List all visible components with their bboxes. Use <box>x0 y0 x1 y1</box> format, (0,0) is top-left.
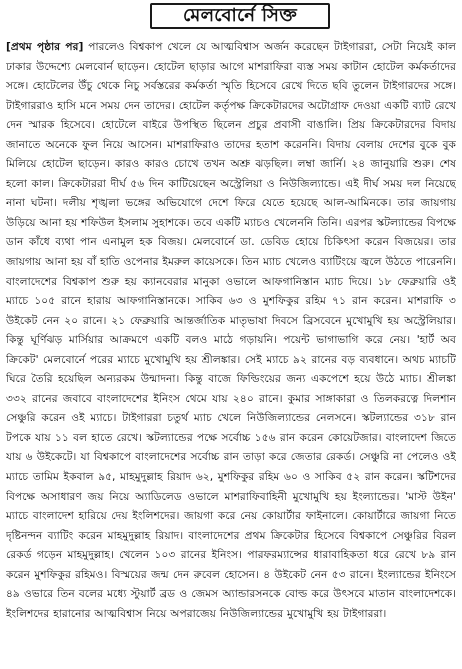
headline: মেলবোর্নে সিক্ত <box>182 5 298 26</box>
article-text: পারলেও বিশ্বকাপ খেলে যে আত্মবিশ্বাস অর্জন করেছেন টাইগাররা, সেটা নিয়েই কাল ঢাকার উদ্দেশ্যে মেলবোর্ন ছাড়েন। হোটেল ছাড়ার আগে মাশরাফিরা ব্যস্ত সময় কাটান হোটেল কর্মকর্তাদের সঙ্গে। হোটেলের উঁচু থেকে নিচু সর্বস্তরের কর্মকর্তা স্মৃতি হিসেবে রেখে দিতে ছবি তুলেন টাইগারদের সঙ্গে। টাইগাররাও হাসি মনে সময় দেন তাদের। হোটেল কর্তৃপক্ষ ক্রিকেটারদের অটোগ্রাফ দেওয়া একটি ব্যাট রেখে দেন স্মারক হিসেবে। হোটেলে বাইরে উপস্থিত ছিলেন প্রচুর প্রবাসী বাঙালি। প্রিয় ক্রিকেটারদের বিদায় জানাতে অনেকে ফুল নিয়ে আসেন। মাশরাফিরাও তাদের হতাশ করেননি। বিদায় বেলায় দেশের বুকে বুক মিলিয়ে হোটেল ছাড়েন। কারও কারও চোখে তখন অশ্রু ঝড়ছিল। লম্বা জার্নি। ২৪ জানুয়ারি শুরু। শেষ হলো কাল। ক্রিকেটাররা দীর্ঘ ৫৬ দিন কাটিয়েছেন অস্ট্রেলিয়া ও নিউজিল্যান্ডে। এই দীর্ঘ সময় দল নিয়েছে নানা ঘটনা। দলীয় শৃঙ্খলা ভঙ্গের অভিযোগে দেশে ফিরে যেতে হয়েছে আল-আমিনকে। তার জায়গায় উড়িয়ে আনা হয় শফিউল ইসলাম সুহাশকে। তবে একটি ম্যাচও খেলেননি তিনি। এরপর স্কটল্যান্ডের বিপক্ষে ডান কাঁধে ব্যথা পান এনামুল হক বিজয়। মেলবোর্নে ডা. ডেবিড হোয়ে চিকিৎসা করেন বিজয়ের। তার জায়গায় আনা হয় বাঁ হাতি ওপেনার ইমরুল কায়েসকে। তিন ম্যাচ খেলেও ব্যাটিংয়ে জ্বলে উঠতে পারেননি। বাংলাদেশের বিশ্বকাপ শুরু হয় ক্যানবেরার মানুকা ওভালে আফগানিস্তান ম্যাচ দিয়ে। ১৮ ফেব্রুয়ারি ওই ম্যাচে ১০৫ রানে হারায় আফগানিস্তানকে। সাকিব ৬৩ ও মুশফিকুর রহিম ৭১ রান করেন। মাশরাফি ৩ উইকেট নেন ২০ রানে। ২১ ফেব্রুয়ারি আন্তর্জাতিক মাতৃভাষা দিবসে ব্রিসবেনে মুখোমুখি হয় অস্ট্রেলিয়ার। কিন্তু ঘূর্ণিঝড় মার্সিয়ার আক্রমণে একটি বলও মাঠে গড়ায়নি। পয়েন্ট ভাগাভাগি করে নেয়। 'হার্ট অব ক্রিকেট' মেলবোর্নে পরের ম্যাচে মুখোমুখি হয় শ্রীলঙ্কার। সেই ম্যাচে ৯২ রানের বড় ব্যবধানে। অথচ ম্যাচটি ঘিরে তৈরি হয়েছিল অন্যরকম উন্মাদনা। কিন্তু বাজে ফিল্ডিংয়ের জন্য একপেশে হয়ে উঠে ম্যাচ। শ্রীলঙ্কা ৩৩২ রানের জবাবে বাংলাদেশের ইনিংস থেমে যায় ২৪০ রানে। কুমার সাঙ্গাকারা ও তিলকরত্নে দিলশান সেঞ্চুরি করেন ওই ম্যাচে। টাইগাররা চতুর্থ ম্যাচ খেলে নিউজিল্যান্ডের নেলসনে। স্কটল্যান্ডের ৩১৮ রান টপকে যায় ১১ বল হাতে রেখে। স্কটল্যান্ডের পক্ষে সর্বোচ্চ ১৫৬ রান করেন কোয়েটজার। বাংলাদেশ জিতে যায় ৬ উইকেটে। যা বিশ্বকাপে বাংলাদেশের সর্বোচ্চ রান তাড়া করে জেতার রেকর্ড। সেঞ্চুরি না পেলেও ওই ম্যাচে তামিম ইকবাল ৯৫, মাহমুদুল্লাহ রিয়াদ ৬২, মুশফিকুর রহিম ৬০ ও সাকিব ৫২ রান করেন। স্কটিশদের বিপক্ষে অসাধারণ জয় নিয়ে অ্যাডিলেড ওভালে মাশরাফিবাহিনী মুখোমুখি হয় ইংল্যান্ডের। 'মাস্ট উইন' ম্যাচে বাংলাদেশ হারিয়ে দেয় ইংলিশদের। জায়গা করে নেয় কোয়ার্টার ফাইনালে। কোয়ার্টারে জায়গা নিতে দৃষ্টিনন্দন ব্যাটিং করেন মাহমুদুল্লাহ রিয়াদ। বাংলাদেশের প্রথম ক্রিকেটার হিসেবে বিশ্বকাপে সেঞ্চুরির বিরল রেকর্ড গড়েন মাহমুদুল্লাহ। খেলেন ১০৩ রানের ইনিংস। পারফরম্যান্সের ধারাবাহিকতা ধরে রেখে ৮৯ রান করেন মুশফিকুর রহিমও। বিস্ময়ের জন্ম দেন রুবেল হোসেন। ৪ উইকেট নেন ৫৩ রানে। ইংল্যান্ডের ইনিংসে ৪৯ ওভারে তিন বলের মধ্যে স্টুয়ার্ট ব্রড ও জেমস অ্যান্ডারসনকে বোল্ড করে উৎসবে মাতান বাংলাদেশকে। ইংলিশদের হারানোর আত্মবিশ্বাস নিয়ে অপরাজেয় নিউজিল্যান্ডের মুখোমুখি হয় টাইগাররা। <box>6 40 456 620</box>
article-body <box>6 37 456 665</box>
headline-area <box>0 0 462 36</box>
headline-box <box>150 3 330 29</box>
continuation-kicker: [প্রথম পৃষ্ঠার পর] <box>6 40 84 53</box>
